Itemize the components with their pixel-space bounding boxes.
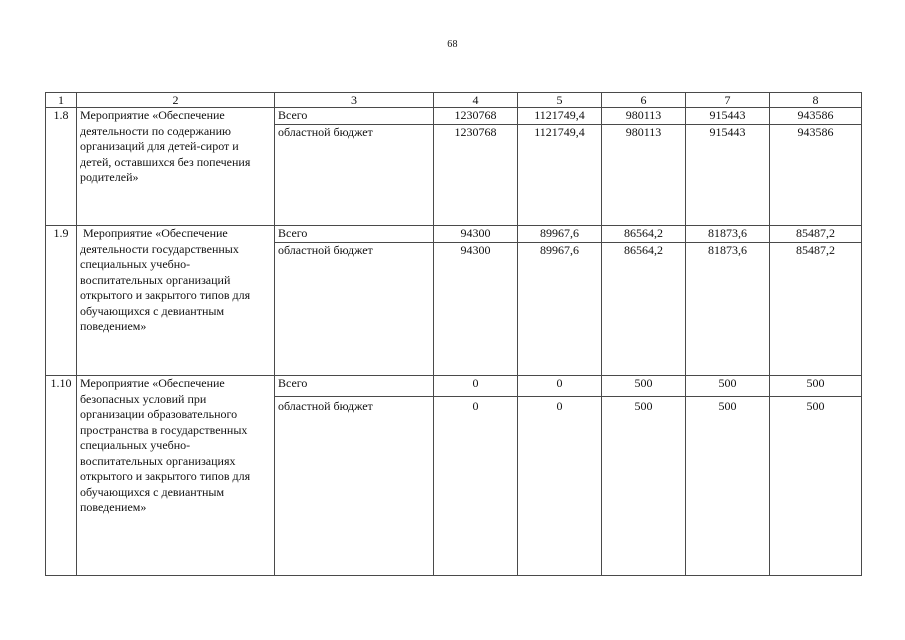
column-header: 6 [602, 93, 686, 108]
program-funding-table [45, 92, 862, 576]
column-header: 7 [686, 93, 770, 108]
table-cell: 500 [602, 397, 686, 576]
column-header: 4 [434, 93, 518, 108]
funding-source: областной бюджет [275, 125, 434, 226]
table-row [46, 376, 862, 397]
table-cell: 89967,6 [518, 243, 602, 376]
table-cell: 0 [518, 397, 602, 576]
funding-source: областной бюджет [275, 243, 434, 376]
table-cell: 915443 [686, 108, 770, 125]
column-header: 3 [275, 93, 434, 108]
table-cell: 1230768 [434, 108, 518, 125]
table-cell: 943586 [770, 108, 862, 125]
table-header-row [46, 93, 862, 108]
funding-source: Всего [275, 226, 434, 243]
item-title: Мероприятие «Обеспечение безопасных условий при организации образовательного пространства в государственных специальных учебно-воспитательных организациях открытого и закрытого типов для обучающихся с девиантным поведением» [77, 376, 275, 576]
table-cell: 81873,6 [686, 243, 770, 376]
table-row [46, 226, 862, 243]
table-cell: 0 [518, 376, 602, 397]
table-cell: 500 [686, 397, 770, 576]
table-cell: 500 [770, 376, 862, 397]
item-number: 1.10 [46, 376, 77, 576]
table-cell: 94300 [434, 226, 518, 243]
funding-source: областной бюджет [275, 397, 434, 576]
table-cell: 85487,2 [770, 226, 862, 243]
table-cell: 915443 [686, 125, 770, 226]
table-cell: 943586 [770, 125, 862, 226]
table-row [46, 108, 862, 125]
table-cell: 0 [434, 397, 518, 576]
table-cell: 89967,6 [518, 226, 602, 243]
column-header: 5 [518, 93, 602, 108]
column-header: 2 [77, 93, 275, 108]
table-cell: 94300 [434, 243, 518, 376]
page-number: 68 [447, 39, 458, 50]
table-cell: 980113 [602, 108, 686, 125]
funding-source: Всего [275, 108, 434, 125]
item-number: 1.9 [46, 226, 77, 376]
table-cell: 1121749,4 [518, 108, 602, 125]
table-cell: 1121749,4 [518, 125, 602, 226]
table-cell: 1230768 [434, 125, 518, 226]
table-cell: 500 [770, 397, 862, 576]
table-cell: 85487,2 [770, 243, 862, 376]
column-header: 8 [770, 93, 862, 108]
item-title: Мероприятие «Обеспечение деятельности по содержанию организаций для детей-сирот и детей, оставшихся без попечения родителей» [77, 108, 275, 226]
table-cell: 81873,6 [686, 226, 770, 243]
funding-source: Всего [275, 376, 434, 397]
table-cell: 86564,2 [602, 243, 686, 376]
table-cell: 0 [434, 376, 518, 397]
table-cell: 500 [602, 376, 686, 397]
table-cell: 980113 [602, 125, 686, 226]
item-title: Мероприятие «Обеспечение деятельности государственных специальных учебно-воспитательных организаций открытого и закрытого типов для обучающихся с девиантным поведением» [77, 226, 275, 376]
column-header: 1 [46, 93, 77, 108]
item-number: 1.8 [46, 108, 77, 226]
table-cell: 86564,2 [602, 226, 686, 243]
table-cell: 500 [686, 376, 770, 397]
